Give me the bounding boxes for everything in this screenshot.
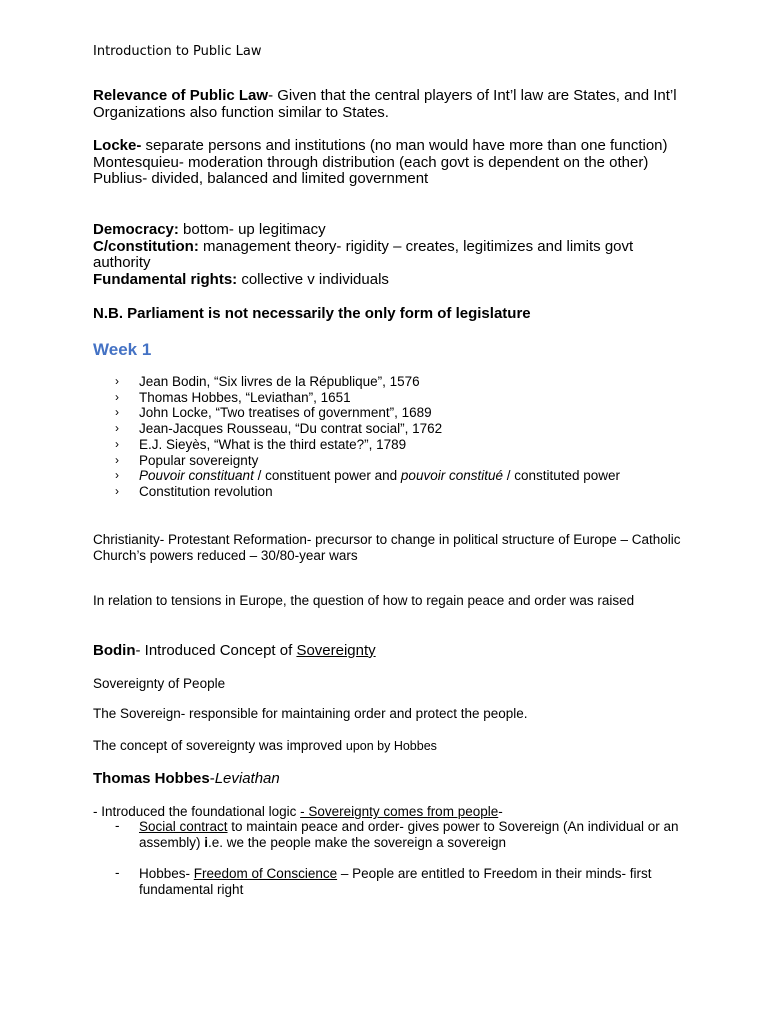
list-item	[93, 390, 620, 406]
improved-line	[93, 738, 693, 755]
social-bold-i: i	[204, 834, 209, 850]
list-item	[93, 819, 693, 851]
nb-text: N.B. Parliament is not necessarily the only form of legislature	[93, 305, 531, 322]
sovereign-line: The Sovereign- responsible for maintaining order and protect the people.	[93, 706, 528, 721]
list-item	[93, 484, 620, 500]
list-item-italic: pouvoir constitué	[400, 468, 503, 484]
rights-text: collective v individuals	[237, 270, 389, 288]
list-item-text: John Locke, “Two treatises of government”, 1689	[139, 405, 432, 421]
week-heading: Week 1	[93, 340, 152, 359]
dash-marker: -	[115, 865, 120, 881]
relevance-label: Relevance of Public Law	[93, 87, 269, 104]
separation-of-powers-block	[93, 138, 683, 188]
bullet-marker: ›	[115, 468, 119, 483]
locke-label: Locke-	[93, 137, 142, 154]
christianity-paragraph: Christianity- Protestant Reformation- precursor to change in political structure of Europe – Catholic Church’s powers reduced – 30/80-year wars	[93, 532, 681, 563]
bullet-marker: ›	[115, 405, 119, 420]
improved-text-small: upon by Hobbes	[345, 739, 437, 753]
list-item	[93, 405, 620, 421]
hobbes-points	[93, 819, 693, 913]
nb-note	[93, 306, 683, 323]
tensions-paragraph: In relation to tensions in Europe, the question of how to regain peace and order was raised	[93, 593, 635, 608]
list-item-text: Jean Bodin, “Six livres de la République”, 1576	[139, 374, 420, 389]
bodin-label: Bodin	[93, 642, 136, 659]
relevance-text: - Given that the central players of Int’l law are States, and Int’l Organizations also function similar to States.	[93, 87, 677, 121]
list-item	[93, 421, 620, 437]
leviathan-title: Leviathan	[214, 770, 280, 787]
list-item	[93, 374, 620, 390]
bullet-marker: ›	[115, 374, 119, 388]
list-item	[93, 453, 620, 469]
list-item-text: E.J. Sieyès, “What is the third estate?”, 1789	[139, 436, 407, 452]
constitution-text: management theory- rigidity – creates, legitimizes and limits govt authority	[93, 237, 634, 272]
conscience-underlined: Freedom of Conscience	[193, 866, 338, 882]
bullet-marker: ›	[115, 436, 119, 451]
conscience-text: – People are entitled to Freedom in their minds- first fundamental right	[139, 866, 652, 897]
bullet-marker: ›	[115, 421, 119, 436]
conscience-prefix: Hobbes-	[139, 866, 194, 882]
social-contract-underlined: Social contract	[139, 819, 228, 834]
bullet-marker: ›	[115, 452, 119, 467]
hobbes-label: Thomas Hobbes	[93, 770, 210, 787]
bodin-heading	[93, 642, 376, 659]
locke-text: separate persons and institutions (no man would have more than one function)	[141, 137, 668, 154]
bullet-marker: ›	[115, 389, 119, 404]
montesquieu-line: Montesquieu- moderation through distribution (each govt is dependent on the other)	[93, 153, 649, 171]
democracy-text: bottom- up legitimacy	[178, 221, 326, 238]
bodin-text: - Introduced Concept of	[135, 642, 297, 659]
list-item	[93, 866, 693, 898]
democracy-label: Democracy:	[93, 221, 179, 238]
bullet-marker: ›	[115, 483, 119, 498]
list-item-text: Popular sovereignty	[139, 452, 259, 468]
list-item-italic: Pouvoir constituant	[139, 468, 254, 484]
publius-line: Publius- divided, balanced and limited government	[93, 170, 429, 188]
dash-marker: -	[115, 818, 120, 833]
list-item-text: / constituted power	[502, 468, 621, 484]
hobbes-heading	[93, 770, 280, 787]
list-item	[93, 468, 620, 484]
page-header: Introduction to Public Law	[93, 44, 262, 59]
logic-dash: -	[498, 804, 503, 819]
definitions-block	[93, 222, 683, 288]
relevance-paragraph	[93, 88, 683, 121]
constitution-label: C/constitution:	[93, 237, 199, 255]
list-item	[93, 437, 620, 453]
social-text: to maintain peace and order- gives power to Sovereign (An individual or an assembly)	[139, 819, 679, 850]
logic-text: - Introduced the foundational logic	[93, 804, 301, 819]
social-text-end: .e. we the people make the sovereign a sovereign	[208, 834, 506, 850]
hobbes-dash: -	[209, 770, 215, 787]
improved-text: The concept of sovereignty was improved	[93, 738, 346, 753]
list-item-text: / constituent power and	[253, 468, 401, 484]
list-item-text: Thomas Hobbes, “Leviathan”, 1651	[139, 389, 351, 405]
logic-line	[93, 804, 693, 820]
sovereignty-of-people-line: Sovereignty of People	[93, 676, 226, 691]
sovereignty-underlined: Sovereignty	[296, 642, 376, 659]
logic-underlined: - Sovereignty comes from people	[300, 804, 499, 819]
rights-label: Fundamental rights:	[93, 270, 238, 288]
list-item-text: Jean-Jacques Rousseau, “Du contrat social”, 1762	[139, 421, 443, 437]
reading-list	[93, 374, 620, 500]
list-item-text: Constitution revolution	[139, 483, 273, 499]
